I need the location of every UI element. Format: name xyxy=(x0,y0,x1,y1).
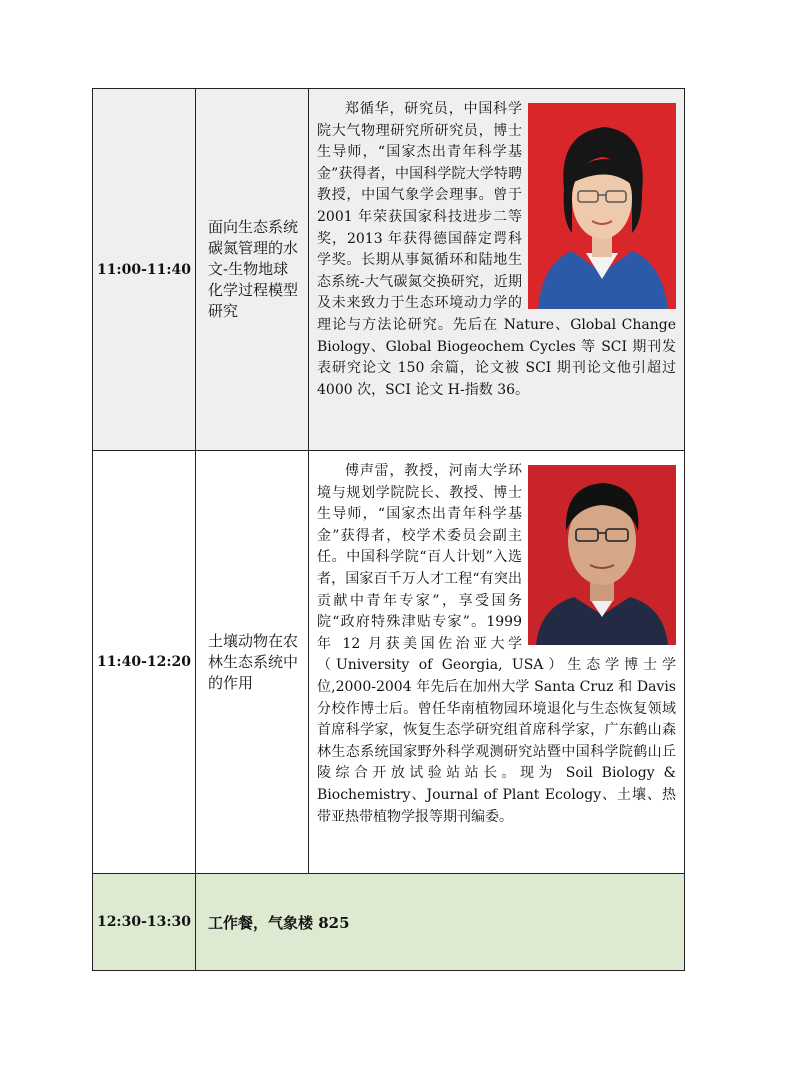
time-cell: 12:30-13:30 xyxy=(93,874,196,971)
speaker-photo-male xyxy=(528,465,676,645)
speaker-bio: 傅声雷，教授，河南大学环境与规划学院院长、教授、博士生导师，“国家杰出青年科学基金”获得者，校学术委员会副主任。中国科学院“百人计划”入选者，国家百千万人才工程“有突出贡献中青年专家”，享受国务院“政府特殊津贴专家”。1999 年 12 月获美国佐治亚大学（University of Georgia, USA）生态学博士学位,2000-2004 年先后在加州大学 Santa Cruz 和 Davis 分校作博士后。曾任华南植物园环境退化与生态恢复领域首席科学家，恢复生态学研究组首席科学家，广东鹤山森林生态系统国家野外科学观测研究站暨中国科学院鹤山丘陵综合开放试验站站长。现为 Soil Biology & Biochemistry、Journal of Plant Ecology、土壤、热带亚热带植物学报等期刊编委。 xyxy=(317,463,676,825)
schedule-table xyxy=(92,88,685,971)
bio-cell xyxy=(309,89,685,451)
bio-cell xyxy=(309,451,685,874)
meal-text: 工作餐，气象楼 825 xyxy=(208,913,350,932)
time-cell: 11:40-12:20 xyxy=(93,451,196,874)
schedule-row xyxy=(93,874,685,971)
schedule-row xyxy=(93,89,685,451)
speaker-photo-female xyxy=(528,103,676,309)
topic-cell: 土壤动物在农林生态系统中的作用 xyxy=(196,451,309,874)
schedule-row xyxy=(93,451,685,874)
speaker-bio: 郑循华，研究员，中国科学院大气物理研究所研究员，博士生导师，“国家杰出青年科学基金”获得者，中国科学院大学特聘教授，中国气象学会理事。曾于 2001 年荣获国家科技进步二等奖，2013 年获得德国薛定谔科学奖。长期从事氮循环和陆地生态系统-大气碳氮交换研究，近期及未来致力于生态环境动力学的理论与方法论研究。先后在 Nature、Global Change Biology、Global Biogeochem Cycles 等 SCI 期刊发表研究论文 150 余篇，论文被 SCI 期刊论文他引超过 4000 次，SCI 论文 H-指数 36。 xyxy=(317,101,676,398)
topic-cell: 面向生态系统碳氮管理的水文-生物地球化学过程模型研究 xyxy=(196,89,309,451)
time-cell: 11:00-11:40 xyxy=(93,89,196,451)
meal-cell xyxy=(196,874,685,971)
